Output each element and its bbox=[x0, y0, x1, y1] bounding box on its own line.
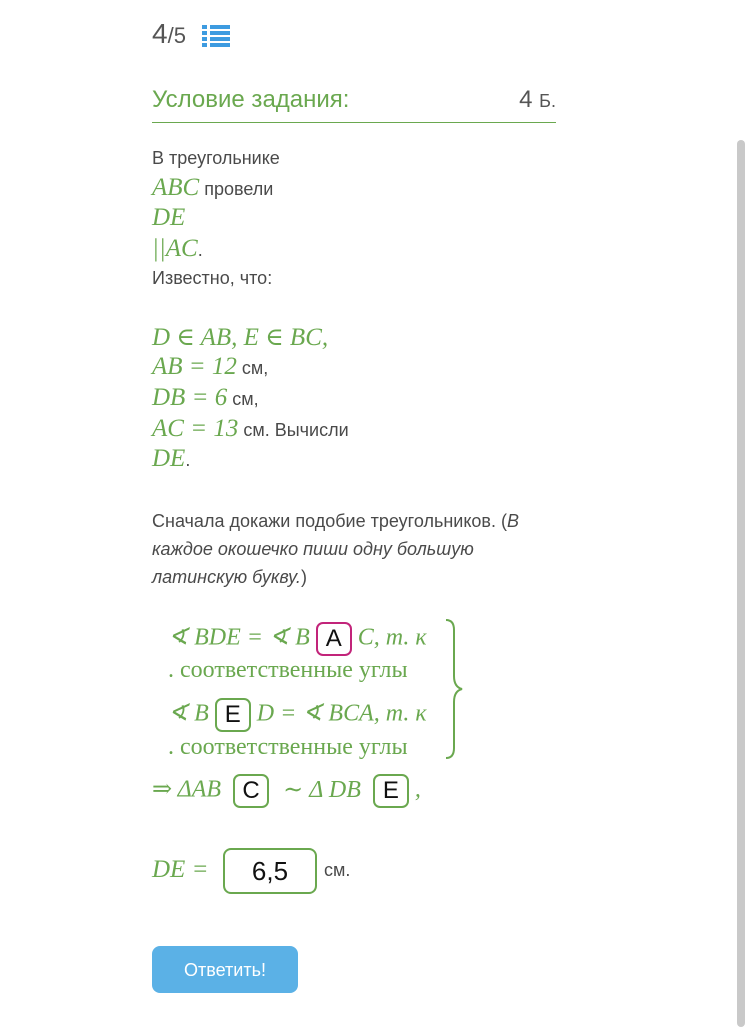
task-points bbox=[519, 86, 556, 114]
answer-unit: см. bbox=[324, 860, 351, 880]
answer-label: DE = bbox=[152, 856, 209, 883]
instruction-italic: В каждое окошечко пиши одну большую латинскую букву. bbox=[152, 511, 519, 587]
points-unit: Б. bbox=[539, 91, 556, 111]
answer-input-2[interactable]: E bbox=[215, 698, 251, 732]
given-points: D ∈ AB, E ∈ BC, bbox=[152, 324, 329, 351]
problem-line-2-text: провели bbox=[199, 179, 274, 199]
given-db-unit: см, bbox=[227, 389, 259, 409]
given-ac-unit: см. Вычисли bbox=[238, 420, 349, 440]
points-value: 4 bbox=[519, 86, 533, 113]
system-brace bbox=[444, 618, 464, 760]
instruction-main: Сначала докажи подобие треугольников. ( bbox=[152, 511, 507, 531]
system-row-2: . соответственные углы bbox=[168, 657, 408, 683]
find-de bbox=[152, 445, 190, 473]
find-de-math: DE bbox=[152, 445, 186, 472]
angle-bde-expr: ∢ BDE = ∢ B bbox=[168, 624, 310, 651]
angle-bac-suffix: C, т. к bbox=[357, 624, 427, 651]
system-row-3 bbox=[168, 698, 427, 732]
instruction-text bbox=[152, 507, 552, 591]
conclusion-prefix: ⇒ ΔAB bbox=[152, 776, 222, 803]
answer-input-1[interactable]: A bbox=[316, 622, 352, 656]
find-de-dot: . bbox=[185, 450, 191, 470]
angle-bed-suffix: D = ∢ BCA, т. к bbox=[256, 700, 427, 727]
problem-line-1: В треугольнике bbox=[152, 148, 280, 168]
answer-input-3[interactable]: C bbox=[233, 774, 269, 808]
counter-separator: / bbox=[167, 23, 174, 48]
task-counter bbox=[152, 18, 186, 50]
instruction-close: ) bbox=[300, 567, 307, 587]
task-condition-title: Условие задания: bbox=[152, 86, 350, 113]
problem-line-4 bbox=[152, 235, 203, 263]
given-ab bbox=[152, 353, 268, 381]
header-divider bbox=[152, 122, 556, 123]
current-task: 4 bbox=[152, 18, 168, 49]
answer-input-4[interactable]: E bbox=[373, 774, 409, 808]
angle-bed-prefix: ∢ B bbox=[168, 700, 209, 727]
problem-line-5: Известно, что: bbox=[152, 268, 273, 288]
problem-line-4-dot: . bbox=[197, 240, 203, 260]
segment-de: DE bbox=[152, 204, 186, 231]
given-db bbox=[152, 384, 259, 412]
conclusion-mid: ∼ Δ DB bbox=[283, 776, 361, 803]
system-row-1 bbox=[168, 622, 427, 656]
list-icon[interactable] bbox=[202, 24, 230, 48]
parallel-ac: ||AC bbox=[152, 235, 198, 262]
given-ab-math: AB = 12 bbox=[152, 353, 237, 380]
system-row-4: . соответственные углы bbox=[168, 734, 408, 760]
problem-line-2 bbox=[152, 174, 273, 202]
submit-button[interactable]: Ответить! bbox=[152, 946, 298, 993]
conclusion-row bbox=[152, 774, 421, 808]
total-tasks: 5 bbox=[173, 23, 186, 48]
conclusion-suffix: , bbox=[414, 776, 421, 803]
scrollbar[interactable] bbox=[737, 140, 745, 1027]
given-ac bbox=[152, 415, 349, 443]
answer-de-input[interactable]: 6,5 bbox=[223, 848, 317, 894]
given-db-math: DB = 6 bbox=[152, 384, 228, 411]
given-ac-math: AC = 13 bbox=[152, 415, 239, 442]
given-ab-unit: см, bbox=[236, 358, 269, 378]
triangle-abc: ABC bbox=[152, 174, 200, 201]
